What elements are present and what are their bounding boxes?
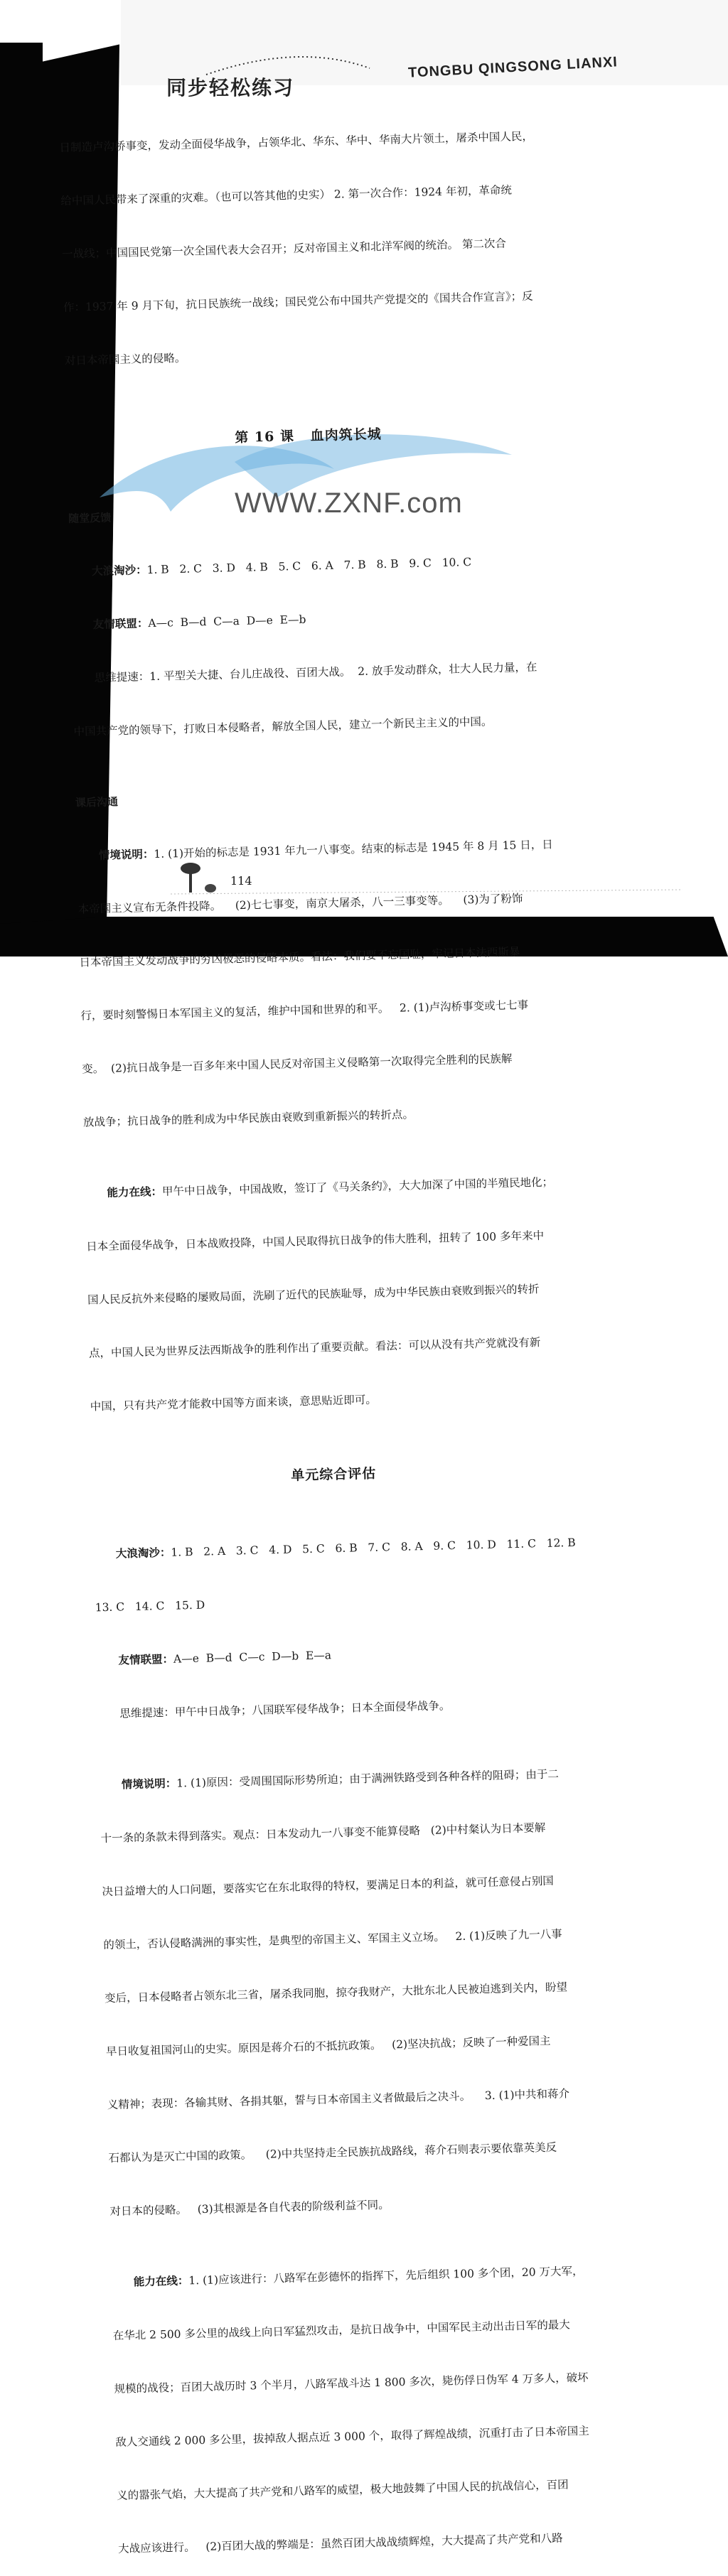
nengli-line: 点，中国人民为世界反法西斯战争的胜利作出了重要贡献。看法：可以从没有共产党就没有新 <box>88 1335 541 1360</box>
intro-line: 对日本帝国主义的侵略。 <box>64 351 186 367</box>
qingjing-line: 本帝国主义宣布无条件投降。 (2)七七事变，南京大屠杀，八一三事变等。 (3)为了粉饰 <box>77 892 523 916</box>
nengli-line: 国人民反抗外来侵略的屡败局面，洗刷了近代的民族耻辱，成为中华民族由衰败到振兴的转折 <box>87 1282 540 1307</box>
dalang-values: 1. B 2. A 3. C 4. D 5. C 6. B 7. C 8. A 9. C 10. D 11. C 12. B <box>171 1536 576 1559</box>
dalang-label: 大浪淘沙： <box>91 564 147 578</box>
header-title-cn: 同步轻松练习 <box>166 76 295 99</box>
nengli-label: 能力在线： <box>133 2274 189 2289</box>
nengli-line: 1. (1)应该进行：八路军在彭德怀的指挥下，先后组织 100 多个团，20 万大军， <box>188 2264 584 2287</box>
qingjing-line: 的领土，否认侵略满洲的事实性，是典型的帝国主义、军国主义立场。 2. (1)反映了九一八事 <box>103 1927 562 1952</box>
scan-border-black-corner <box>0 43 43 85</box>
qingjing-label: 情境说明： <box>98 848 154 862</box>
section-heading: 课后沟通 <box>75 795 119 809</box>
unit-dalang-answers <box>94 1534 577 1564</box>
nengli-label: 能力在线： <box>107 1185 163 1200</box>
qingjing-line: 对日本的侵略。 (3)其根源是各自代表的阶级利益不同。 <box>109 2198 390 2219</box>
qingjing-line: 行，要时刻警惕日本军国主义的复活，维护中国和世界的和平。 2. (1)卢沟桥事变或七七事 <box>80 998 529 1023</box>
unit-youqing-answers <box>96 1641 579 1671</box>
qingjing-line: 十一条的条款未得到落实。观点：日本发动九一八事变不能算侵略 (2)中村粲认为日本要解 <box>100 1821 546 1845</box>
dalang-values: 13. C 14. C 15. D <box>95 1598 205 1615</box>
youqing-answers <box>71 605 555 635</box>
lesson-title: 第 16 课 血肉筑长城 <box>235 426 382 446</box>
section-heading: 随堂反馈 <box>68 511 112 525</box>
nengli-line: 中国，只有共产党才能救中国等方面来谈，意思贴近即可。 <box>90 1393 377 1413</box>
youqing-label: 友情联盟： <box>92 617 149 632</box>
qingjing-line: 放战争；抗日战争的胜利成为中华民族由衰败到重新振兴的转折点。 <box>82 1108 414 1129</box>
siwei-line: 中国共产党的领导下，打败日本侵略者，解放全国人民，建立一个新民主主义的中国。 <box>73 715 493 738</box>
youqing-values: A—e B—d C—c D—b E—a <box>173 1649 332 1666</box>
unit-nengli-answers <box>112 2262 595 2292</box>
nengli-line: 大战应该进行。 (2)百团大战的弊端是：虽然百团大战战绩辉煌，大大提高了共产党和八路 <box>117 2531 563 2555</box>
intro-line: 作：1937 年 9 月下旬，抗日民族统一战线；国民党公布中国共产党提交的《国共合作宣言》；反 <box>63 289 533 314</box>
nengli-line: 日本全面侵华战争，日本战败投降，中国人民取得抗日战争的伟大胜利，扭转了 100 多年来中 <box>86 1229 545 1254</box>
youqing-values: A—c B—d C—a D—e E—b <box>148 613 306 630</box>
siwei-label: 思维提速： <box>94 670 150 684</box>
qingjing-line: 日本帝国主义发动战争的穷凶极恶的侵略本质。看法：我们要不忘国耻，牢记日本法西斯暴 <box>79 945 520 969</box>
nengli-answers <box>85 1173 568 1203</box>
siwei-line: 甲午中日战争；八国联军侵华战争；日本全面侵华战争。 <box>174 1699 451 1719</box>
qingjing-line: 早日收复祖国河山的史实。原因是蒋介石的不抵抗政策。 (2)坚决抗战；反映了一种爱国主 <box>105 2034 551 2059</box>
qingjing-line: 石都认为是灭亡中国的政策。 (2)中共坚持走全民族抗战路线，蒋介石则表示要依靠英美反 <box>108 2140 557 2165</box>
unit-title: 单元综合评估 <box>290 1465 377 1484</box>
dalang-answers <box>70 551 553 581</box>
qingjing-answers <box>77 836 560 866</box>
nengli-line: 规模的战役；百团大战历时 3 个半月，八路军战斗达 1 800 多次，毙伤俘日伪军 4 万多人，破坏 <box>114 2371 589 2396</box>
qingjing-line: 变。 (2)抗日战争是一百多年来中国人民反对帝国主义侵略第一次取得完全胜利的民族解 <box>81 1052 513 1076</box>
nengli-line: 敌人交通线 2 000 多公里，拔掉敌人据点近 3 000 个，取得了辉煌战绩，沉重打击了日本帝国主 <box>115 2424 589 2450</box>
header-title-en: TONGBU QINGSONG LIANXI <box>407 54 619 81</box>
page-number: 114 <box>230 874 252 888</box>
siwei-label: 思维提速： <box>119 1705 176 1720</box>
qingjing-line: 决日益增大的人口问题，要落实它在东北取得的特权，要满足日本的利益，就可任意侵占别国 <box>102 1874 555 1899</box>
unit-siwei-answers <box>97 1694 581 1724</box>
nengli-line: 在华北 2 500 多公里的战线上向日军猛烈攻击，是抗日战争中，中国军民主动出击日军的最大 <box>112 2318 571 2343</box>
siwei-line: 1. 平型关大捷、台儿庄战役、百团大战。 2. 放手发动群众，壮大人民力量，在 <box>149 660 537 684</box>
siwei-answers <box>72 658 555 688</box>
nengli-line: 义的嚣张气焰，大大提高了共产党和八路军的威望，极大地鼓舞了中国人民的抗战信心，百团 <box>117 2478 569 2502</box>
qingjing-line: 义精神；表现：各输其财、各捐其躯，誓与日本帝国主义者做最后之决斗。 3. (1)中共和蒋介 <box>107 2087 570 2112</box>
dalang-label: 大浪淘沙： <box>115 1546 171 1561</box>
qingjing-label: 情境说明： <box>121 1777 177 1791</box>
intro-line: 给中国人民带来了深重的灾难。（也可以答其他的史实） 2. 第一次合作：1924 年初，革命统 <box>60 183 513 208</box>
nengli-line: 甲午中日战争，中国战败，签订了《马关条约》，大大加深了中国的半殖民地化； <box>161 1175 554 1198</box>
intro-line: 一战线；中国国民党第一次全国代表大会召开；反对帝国主义和北洋军阀的统治。 第二次合 <box>61 237 507 261</box>
qingjing-line: 变后，日本侵略者占领东北三省，屠杀我同胞，掠夺我财产，大批东北人民被迫逃到关内，盼望 <box>104 1980 568 2005</box>
youqing-label: 友情联盟： <box>118 1652 174 1667</box>
answer-text <box>58 92 602 2576</box>
qingjing-line: 1. (1)原因：受周围国际形势所迫；由于满洲铁路受到各种各样的阻碍；由于二 <box>176 1767 560 1790</box>
watermark-text: WWW.ZXNF.com <box>235 487 463 519</box>
intro-line: 日制造卢沟桥事变，发动全面侵华战争，占领华北、华东、华中、华南大片领土，屠杀中国人民， <box>59 129 534 154</box>
unit-qingjing-answers <box>100 1765 583 1795</box>
qingjing-line: 1. (1)开始的标志是 1931 年九一八事变。结束的标志是 1945 年 8 月 15 日，日 <box>154 838 553 861</box>
dalang-values: 1. B 2. C 3. D 4. B 5. C 6. A 7. B 8. B 9. C 10. C <box>146 555 472 577</box>
